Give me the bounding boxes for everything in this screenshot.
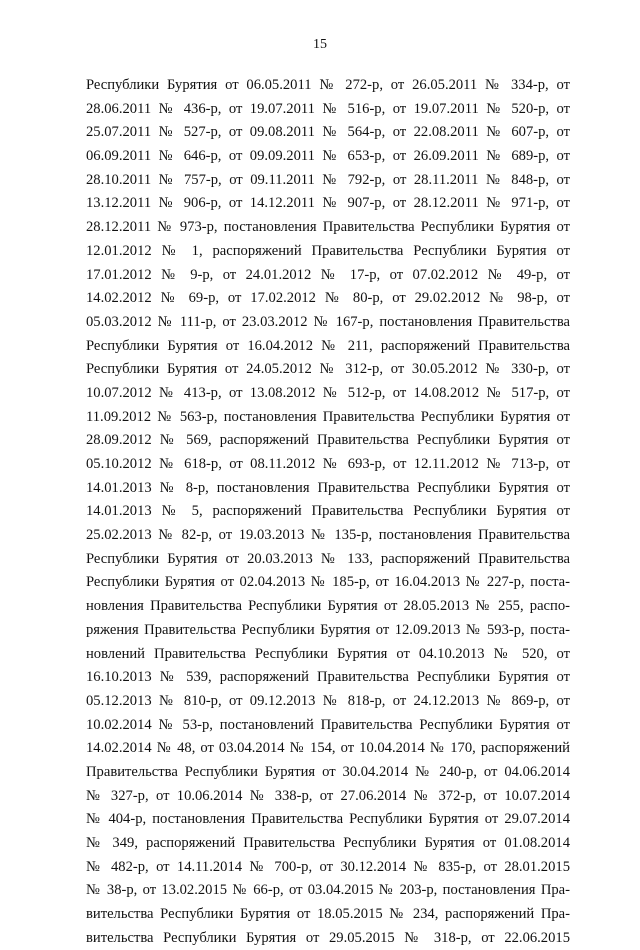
- text-line: новлений Правительства Республики Бурятия от 04.10.2013 № 520, от: [86, 645, 570, 662]
- text-line: 28.09.2012 № 569, распоряжений Правительства Республики Бурятия от: [86, 432, 570, 449]
- text-line: новления Правительства Республики Бурятия от 28.05.2013 № 255, распо-: [86, 598, 570, 615]
- text-line: 13.12.2011 № 906-р, от 14.12.2011 № 907-р, от 28.12.2011 № 971-р, от: [86, 195, 570, 212]
- text-line: 14.01.2013 № 8-р, постановления Правительства Республики Бурятия от: [86, 479, 570, 496]
- text-line: 28.06.2011 № 436-р, от 19.07.2011 № 516-р, от 19.07.2011 № 520-р, от: [86, 100, 570, 117]
- text-line: Республики Бурятия от 20.03.2013 № 133, распоряжений Правительства: [86, 550, 570, 567]
- text-line: 05.12.2013 № 810-р, от 09.12.2013 № 818-р, от 24.12.2013 № 869-р, от: [86, 692, 570, 709]
- text-line: 12.01.2012 № 1, распоряжений Правительства Республики Бурятия от: [86, 242, 570, 259]
- text-line: 05.10.2012 № 618-р, от 08.11.2012 № 693-р, от 12.11.2012 № 713-р, от: [86, 456, 570, 472]
- text-line: 14.02.2014 № 48, от 03.04.2014 № 154, от 10.04.2014 № 170, распоряжений: [86, 740, 570, 757]
- text-line: ряжения Правительства Республики Бурятия от 12.09.2013 № 593-р, поста-: [86, 621, 570, 638]
- text-line: вительства Республики Бурятия от 29.05.2015 № 318-р, от 22.06.2015: [86, 929, 570, 946]
- text-line: 28.10.2011 № 757-р, от 09.11.2011 № 792-р, от 28.11.2011 № 848-р, от: [86, 171, 570, 188]
- text-line: Республики Бурятия от 06.05.2011 № 272-р, от 26.05.2011 № 334-р, от: [86, 77, 570, 93]
- text-line: 16.10.2013 № 539, распоряжений Правительства Республики Бурятия от: [86, 669, 570, 686]
- text-line: № 349, распоряжений Правительства Республики Бурятия от 01.08.2014: [86, 835, 570, 851]
- text-line: Республики Бурятия от 24.05.2012 № 312-р, от 30.05.2012 № 330-р, от: [86, 361, 570, 378]
- text-line: 10.02.2014 № 53-р, постановлений Правительства Республики Бурятия от: [86, 716, 570, 733]
- text-line: 25.02.2013 № 82-р, от 19.03.2013 № 135-р, постановления Правительства: [86, 527, 570, 544]
- text-line: 17.01.2012 № 9-р, от 24.01.2012 № 17-р, от 07.02.2012 № 49-р, от: [86, 266, 570, 283]
- text-line: 10.07.2012 № 413-р, от 13.08.2012 № 512-р, от 14.08.2012 № 517-р, от: [86, 384, 570, 401]
- page-number: 15: [313, 37, 327, 52]
- text-line: № 38-р, от 13.02.2015 № 66-р, от 03.04.2015 № 203-р, постановления Пра-: [86, 882, 570, 899]
- text-line: № 482-р, от 14.11.2014 № 700-р, от 30.12.2014 № 835-р, от 28.01.2015: [86, 858, 570, 875]
- text-line: 11.09.2012 № 563-р, постановления Правительства Республики Бурятия от: [86, 408, 570, 425]
- text-line: 05.03.2012 № 111-р, от 23.03.2012 № 167-р, постановления Правительства: [86, 313, 570, 330]
- text-line: 14.02.2012 № 69-р, от 17.02.2012 № 80-р, от 29.02.2012 № 98-р, от: [86, 290, 570, 307]
- text-line: 06.09.2011 № 646-р, от 09.09.2011 № 653-р, от 26.09.2011 № 689-р, от: [86, 148, 570, 165]
- text-line: 14.01.2013 № 5, распоряжений Правительства Республики Бурятия от: [86, 503, 570, 520]
- body-text: [86, 74, 570, 950]
- text-line: № 404-р, постановления Правительства Республики Бурятия от 29.07.2014: [86, 811, 570, 828]
- text-line: вительства Республики Бурятия от 18.05.2015 № 234, распоряжений Пра-: [86, 906, 570, 923]
- text-line: № 327-р, от 10.06.2014 № 338-р, от 27.06.2014 № 372-р, от 10.07.2014: [86, 787, 570, 804]
- text-line: 28.12.2011 № 973-р, постановления Правительства Республики Бурятия от: [86, 219, 570, 236]
- text-line: Республики Бурятия от 02.04.2013 № 185-р, от 16.04.2013 № 227-р, поста-: [86, 574, 570, 591]
- text-line: Республики Бурятия от 16.04.2012 № 211, распоряжений Правительства: [86, 337, 570, 354]
- text-line: Правительства Республики Бурятия от 30.04.2014 № 240-р, от 04.06.2014: [86, 763, 570, 780]
- text-line: 25.07.2011 № 527-р, от 09.08.2011 № 564-р, от 22.08.2011 № 607-р, от: [86, 124, 570, 141]
